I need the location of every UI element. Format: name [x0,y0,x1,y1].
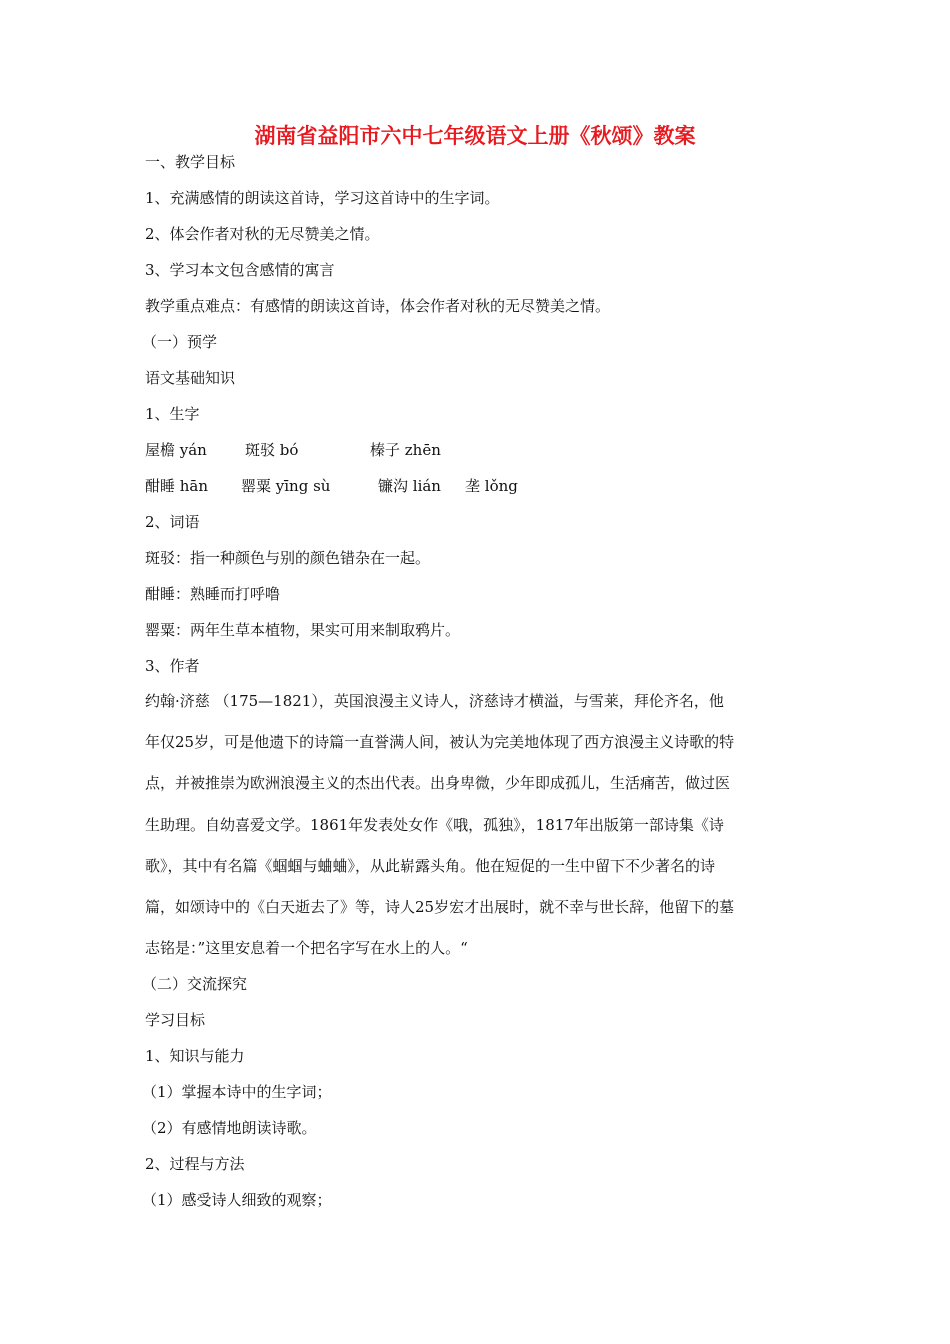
vocabulary-item: 罂粟：两年生草本植物，果实可用来制取鸦片。 [145,621,461,639]
goal-item: （1）掌握本诗中的生字词； [142,1083,332,1101]
vocabulary-heading: 2、词语 [145,513,200,531]
pinyin-item: 罂粟 yīng sù [241,477,331,495]
objective-2: 2、体会作者对秋的无尽赞美之情。 [145,225,380,243]
pinyin-item: 屋檐 yán [145,441,207,459]
author-paragraph-line: 篇，如颂诗中的《白天逝去了》等，诗人25岁宏才出展时，就不幸与世长辞，他留下的墓 [145,898,735,916]
pinyin-row-2 [145,475,810,497]
author-paragraph-line: 点，并被推崇为欧洲浪漫主义的杰出代表。出身卑微，少年即成孤儿，生活痛苦，做过医 [145,774,731,792]
document-title: 湖南省益阳市六中七年级语文上册《秋颂》教案 [254,123,696,148]
author-paragraph-line: 歌》，其中有名篇《蝈蝈与蛐蛐》，从此崭露头角。他在短促的一生中留下不少著名的诗 [145,857,716,875]
section-preview: （一）预学 [142,333,218,351]
basic-knowledge-heading: 语文基础知识 [145,369,236,387]
vocabulary-item: 斑驳：指一种颜色与别的颜色错杂在一起。 [145,549,431,567]
author-heading: 3、作者 [145,657,200,675]
pinyin-item: 榛子 zhēn [370,441,441,459]
section-heading-objectives: 一、教学目标 [145,153,236,171]
section-exchange: （二）交流探究 [142,975,248,993]
learning-goals-heading: 学习目标 [145,1011,206,1029]
objective-1: 1、充满感情的朗读这首诗，学习这首诗中的生字词。 [145,189,500,207]
pinyin-item: 酣睡 hān [145,477,209,495]
goal-process: 2、过程与方法 [145,1155,245,1173]
author-paragraph-line: 志铭是：”这里安息着一个把名字写在水上的人。“ [145,939,468,957]
author-paragraph-line: 约翰·济慈 （175—1821），英国浪漫主义诗人，济慈诗才横溢，与雪莱，拜伦齐名，他 [145,692,724,710]
pinyin-item: 斑驳 bó [245,441,299,459]
objective-3: 3、学习本文包含感情的寓言 [145,261,335,279]
new-characters-heading: 1、生字 [145,405,200,423]
author-paragraph-line: 生助理。自幼喜爱文学。1861年发表处女作《哦，孤独》，1817年出版第一部诗集《诗 [145,816,724,834]
key-difficulty: 教学重点难点：有感情的朗读这首诗，体会作者对秋的无尽赞美之情。 [145,297,611,315]
goal-item: （1）感受诗人细致的观察； [142,1191,332,1209]
vocabulary-item: 酣睡：熟睡而打呼噜 [145,585,281,603]
pinyin-row-1 [145,439,810,461]
goal-knowledge: 1、知识与能力 [145,1047,245,1065]
author-paragraph-line: 年仅25岁，可是他遗下的诗篇一直誉满人间，被认为完美地体现了西方浪漫主义诗歌的特 [145,733,735,751]
pinyin-item: 镰沟 lián [378,477,441,495]
goal-item: （2）有感情地朗读诗歌。 [142,1119,317,1137]
pinyin-item: 垄 lǒng [465,477,518,495]
